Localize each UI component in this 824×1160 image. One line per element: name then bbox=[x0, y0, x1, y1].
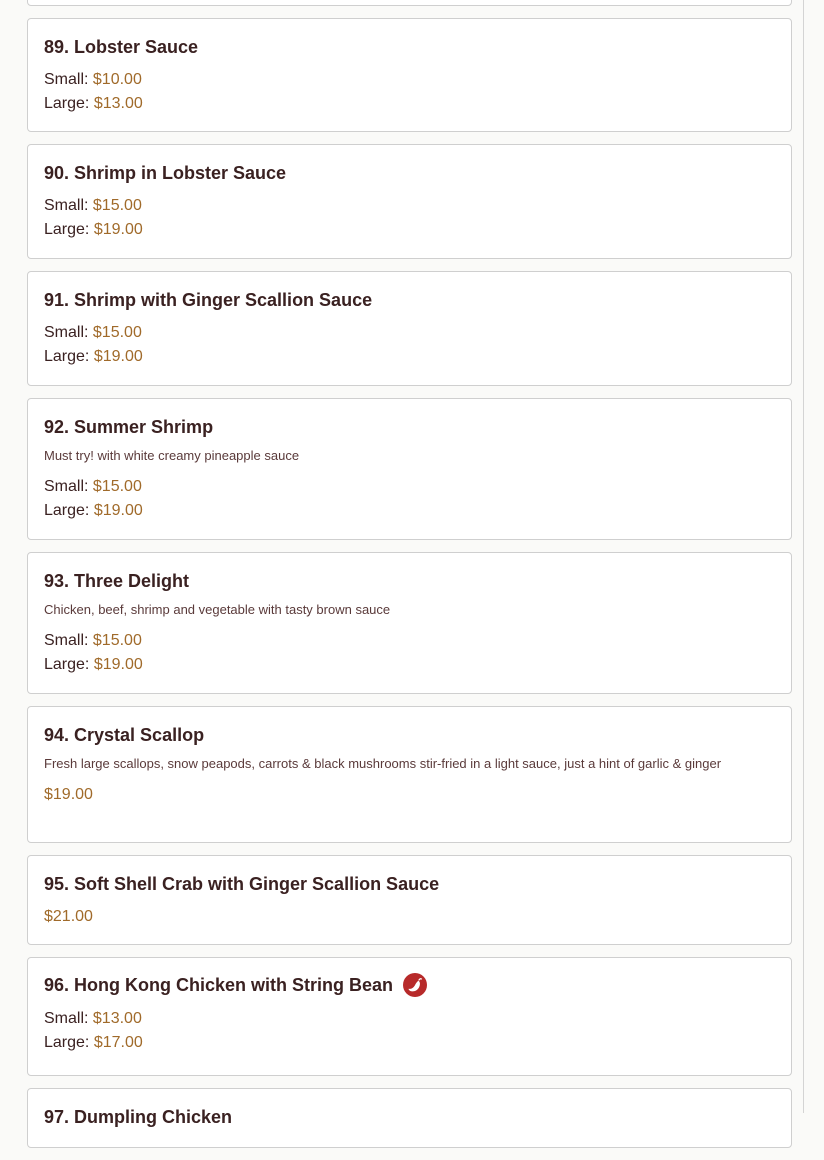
price-size-label: Large: bbox=[44, 348, 90, 365]
menu-item-card[interactable] bbox=[27, 855, 792, 945]
menu-item-card[interactable] bbox=[27, 398, 792, 540]
menu-item-name: 89. Lobster Sauce bbox=[44, 37, 199, 57]
menu-item-name: 94. Crystal Scallop bbox=[44, 725, 205, 745]
price-value: $15.00 bbox=[92, 478, 142, 495]
chili-pepper-icon bbox=[403, 973, 427, 997]
price-value: $19.00 bbox=[93, 656, 143, 673]
price-value: $13.00 bbox=[92, 1010, 142, 1027]
price-value: $13.00 bbox=[93, 95, 143, 112]
price-size-label: Small: bbox=[44, 478, 89, 495]
price-size-label: Large: bbox=[44, 221, 90, 238]
price-size-label: Large: bbox=[44, 656, 90, 673]
menu-item-card[interactable] bbox=[27, 552, 792, 694]
price-row bbox=[44, 1007, 775, 1031]
price-row bbox=[44, 321, 775, 345]
price-size-label: Large: bbox=[44, 1034, 90, 1051]
menu-item-description: Fresh large scallops, snow peapods, carrots & black mushrooms stir-fried in a light sauce, just a hint of garlic & ginger bbox=[44, 756, 722, 771]
menu-item-title bbox=[44, 416, 775, 438]
price-value: $10.00 bbox=[92, 71, 142, 88]
menu-item-name: 95. Soft Shell Crab with Ginger Scallion Sauce bbox=[44, 874, 440, 894]
menu-item-card[interactable] bbox=[27, 18, 792, 132]
price-value: $19.00 bbox=[93, 221, 143, 238]
price-row bbox=[44, 653, 775, 677]
menu-item-prices bbox=[44, 905, 775, 929]
price-size-label: Small: bbox=[44, 324, 89, 341]
price-row bbox=[44, 499, 775, 523]
menu-item-prices bbox=[44, 1007, 775, 1055]
price-value: $15.00 bbox=[92, 632, 142, 649]
menu-item-name: 96. Hong Kong Chicken with String Bean bbox=[44, 975, 394, 995]
menu-item-prices bbox=[44, 629, 775, 677]
price-row bbox=[44, 218, 775, 242]
price-size-label: Small: bbox=[44, 632, 89, 649]
menu-item-title bbox=[44, 724, 775, 746]
menu-item-list bbox=[27, 0, 792, 1160]
menu-item-title bbox=[44, 36, 775, 58]
menu-item-name: 92. Summer Shrimp bbox=[44, 417, 214, 437]
price-row bbox=[44, 475, 775, 499]
price-size-label: Large: bbox=[44, 95, 90, 112]
menu-item-name: 97. Dumpling Chicken bbox=[44, 1107, 233, 1127]
price-value: $15.00 bbox=[92, 197, 142, 214]
menu-item-card[interactable] bbox=[27, 144, 792, 259]
menu-item-title bbox=[44, 162, 775, 184]
price-row bbox=[44, 783, 775, 807]
price-value: $19.00 bbox=[93, 348, 143, 365]
price-row bbox=[44, 629, 775, 653]
menu-item-prices bbox=[44, 321, 775, 369]
menu-item-prices bbox=[44, 68, 775, 116]
menu-item-prices bbox=[44, 475, 775, 523]
menu-item-description: Must try! with white creamy pineapple sauce bbox=[44, 448, 300, 463]
price-row bbox=[44, 194, 775, 218]
price-row bbox=[44, 1031, 775, 1055]
price-value: $21.00 bbox=[44, 908, 93, 925]
price-value: $17.00 bbox=[93, 1034, 143, 1051]
price-value: $19.00 bbox=[44, 786, 93, 803]
menu-item-card[interactable] bbox=[27, 957, 792, 1076]
menu-item-name: 93. Three Delight bbox=[44, 571, 190, 591]
menu-item-card[interactable] bbox=[27, 271, 792, 386]
menu-item-title bbox=[44, 570, 775, 592]
menu-item-name: 90. Shrimp in Lobster Sauce bbox=[44, 163, 287, 183]
price-row bbox=[44, 68, 775, 92]
price-row bbox=[44, 92, 775, 116]
price-value: $19.00 bbox=[93, 502, 143, 519]
price-value: $15.00 bbox=[92, 324, 142, 341]
menu-item-name: 91. Shrimp with Ginger Scallion Sauce bbox=[44, 290, 373, 310]
menu-item-description: Chicken, beef, shrimp and vegetable with tasty brown sauce bbox=[44, 602, 391, 617]
menu-item-title bbox=[44, 1106, 775, 1128]
menu-item-card[interactable] bbox=[27, 0, 792, 6]
price-size-label: Small: bbox=[44, 71, 89, 88]
menu-item-card[interactable] bbox=[27, 1088, 792, 1148]
price-size-label: Large: bbox=[44, 502, 90, 519]
price-row bbox=[44, 905, 775, 929]
menu-item-card[interactable] bbox=[27, 706, 792, 843]
price-size-label: Small: bbox=[44, 1010, 89, 1027]
menu-item-prices bbox=[44, 194, 775, 242]
price-row bbox=[44, 345, 775, 369]
menu-item-title bbox=[44, 873, 775, 895]
price-size-label: Small: bbox=[44, 197, 89, 214]
menu-item-title bbox=[44, 973, 775, 997]
menu-item-title bbox=[44, 289, 775, 311]
menu-item-prices bbox=[44, 783, 775, 807]
